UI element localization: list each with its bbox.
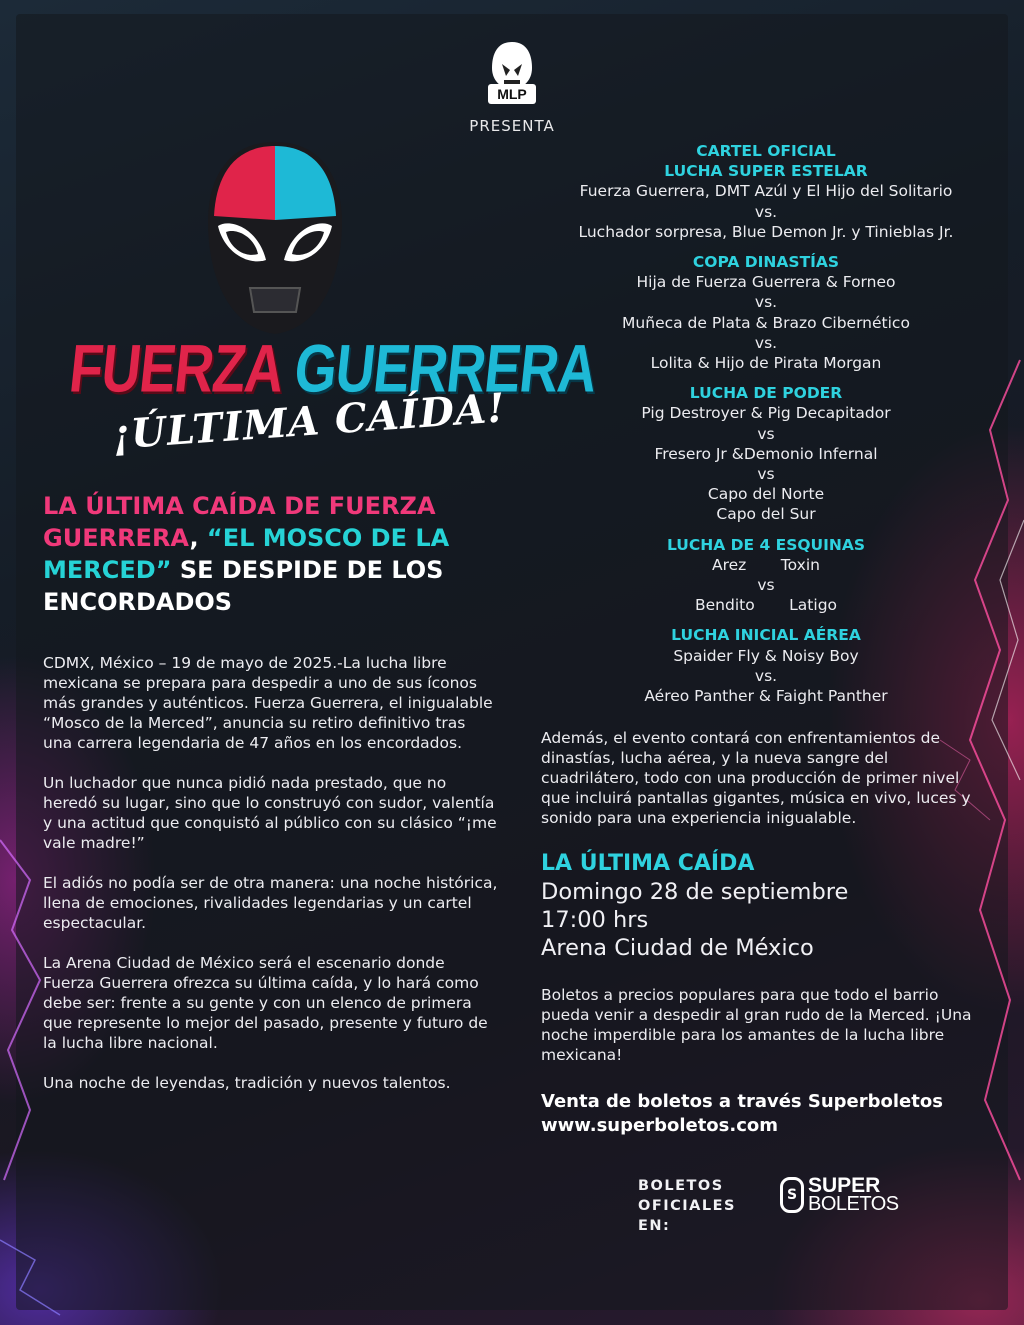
- paragraph: Una noche de leyendas, tradición y nuevos talentos.: [43, 1074, 451, 1092]
- match-heading: LUCHA DE 4 ESQUINAS: [666, 535, 866, 554]
- match-line: vs: [757, 424, 775, 443]
- superboletos-line1: SUPER: [808, 1174, 881, 1197]
- ticket-sales-url[interactable]: www.superboletos.com: [541, 1115, 779, 1136]
- presenta-label: PRESENTA: [469, 117, 555, 135]
- tickets-description: Boletos a precios populares para que todo el barrio pueda venir a despedir al gran rudo de la Merced. ¡Una noche imperdible para los amantes de la lucha libre mexicana!: [541, 986, 972, 1064]
- paragraph: La Arena Ciudad de México será el escenario donde Fuerza Guerrera ofrezca su última caída, y lo hará como debe ser: frente a su gente y con un elenco de primera que represente lo mejor del pasado, presente y futuro de la lucha libre nacional.: [43, 954, 488, 1052]
- event-venue: Arena Ciudad de México: [541, 935, 814, 961]
- event-details: [541, 850, 1001, 962]
- paragraph: El adiós no podía ser de otra manera: una noche histórica, llena de emociones, rivalidades legendarias y un cartel espectacular.: [43, 874, 498, 932]
- cartel-estelar: [530, 141, 1002, 242]
- headline-comma: ,: [189, 524, 207, 552]
- cartel-oficial: [530, 141, 1002, 716]
- match-line: Aéreo Panther & Faight Panther: [644, 687, 888, 706]
- cartel-dinastias: [530, 252, 1002, 373]
- match-line: Luchador sorpresa, Blue Demon Jr. y Tinieblas Jr.: [578, 222, 954, 241]
- superboletos-logo: [780, 1175, 899, 1215]
- match-heading: COPA DINASTÍAS: [692, 253, 840, 272]
- headline: [43, 490, 463, 618]
- official-tickets-label: [638, 1176, 768, 1236]
- match-line: Arez Toxin: [712, 555, 820, 574]
- cartel-title: CARTEL OFICIAL: [696, 142, 836, 160]
- match-line: vs.: [754, 202, 778, 221]
- match-line: Capo del Sur: [716, 505, 816, 524]
- official-label-line1: BOLETOS: [638, 1178, 724, 1194]
- match-line: Spaider Fly & Noisy Boy: [673, 646, 859, 665]
- event-date: Domingo 28 de septiembre: [541, 879, 849, 905]
- match-line: vs.: [754, 333, 778, 352]
- headline-part3: SE DESPIDE DE LOS ENCORDADOS: [43, 556, 444, 616]
- event-description: Además, el evento contará con enfrentamientos de dinastías, lucha aérea, y la nueva sangre del cuadrilátero, todo con una producción de primer nivel que incluirá pantallas gigantes, música en vivo, luces y sonido para una experiencia inigualable.: [541, 729, 971, 827]
- paragraph: CDMX, México – 19 de mayo de 2025.-La lucha libre mexicana se prepara para despedir a uno de sus íconos más grandes y auténticos. Fuerza Guerrera, el inigualable “Mosco de la Merced”, anuncia su retiro definitivo tras una carrera legendaria de 47 años en los encordados.: [43, 654, 493, 752]
- match-line: Bendito Latigo: [694, 596, 838, 615]
- mlp-logo: [480, 38, 544, 112]
- headline-part2: “EL MOSCO DE LA MERCED”: [43, 524, 450, 584]
- brand-subtitle: ¡ÚLTIMA CAÍDA!: [110, 384, 508, 459]
- mlp-logo-text: MLP: [497, 86, 527, 102]
- match-line: Fuerza Guerrera, DMT Azúl y El Hijo del Solitario: [579, 182, 953, 201]
- official-label-line2: OFICIALES EN:: [638, 1198, 736, 1234]
- match-line: Hija de Fuerza Guerrera & Forneo: [636, 273, 896, 292]
- wrestling-mask-icon: [200, 138, 350, 338]
- brand-title-blue: GUERRERA: [291, 331, 600, 407]
- headline-part1: LA ÚLTIMA CAÍDA DE FUERZA GUERRERA: [43, 492, 436, 552]
- match-line: Lolita & Hijo de Pirata Morgan: [650, 354, 882, 373]
- match-heading: LUCHA DE PODER: [689, 384, 843, 403]
- superboletos-icon: S: [780, 1177, 804, 1213]
- superboletos-line2: BOLETOS: [808, 1193, 899, 1215]
- match-line: vs.: [754, 666, 778, 685]
- superboletos-wordmark: [808, 1174, 899, 1215]
- ticket-sales-line: Venta de boletos a través Superboletos: [541, 1091, 943, 1112]
- brand-title-red: FUERZA: [66, 331, 285, 407]
- event-title: LA ÚLTIMA CAÍDA: [541, 851, 755, 876]
- match-line: Capo del Norte: [707, 485, 825, 504]
- cartel-aerea: [530, 625, 1002, 706]
- match-line: vs.: [754, 293, 778, 312]
- cartel-esquinas: [530, 535, 1002, 616]
- event-time: 17:00 hrs: [541, 907, 649, 933]
- left-body-text: [43, 653, 499, 1113]
- match-line: vs: [757, 576, 775, 595]
- match-heading: LUCHA INICIAL AÉREA: [671, 626, 861, 645]
- ticket-sales: [541, 1090, 1001, 1138]
- match-line: Pig Destroyer & Pig Decapitador: [641, 404, 891, 423]
- paragraph: Un luchador que nunca pidió nada prestado, que no heredó su lugar, sino que lo construyó con sudor, valentía y una actitud que conquistó al público con su clásico “¡me vale madre!”: [43, 774, 497, 852]
- match-line: vs: [757, 465, 775, 484]
- match-line: Muñeca de Plata & Brazo Cibernético: [622, 313, 910, 332]
- match-heading: LUCHA SUPER ESTELAR: [664, 162, 868, 181]
- match-line: Fresero Jr &Demonio Infernal: [654, 444, 878, 463]
- cartel-poder: [530, 383, 1002, 524]
